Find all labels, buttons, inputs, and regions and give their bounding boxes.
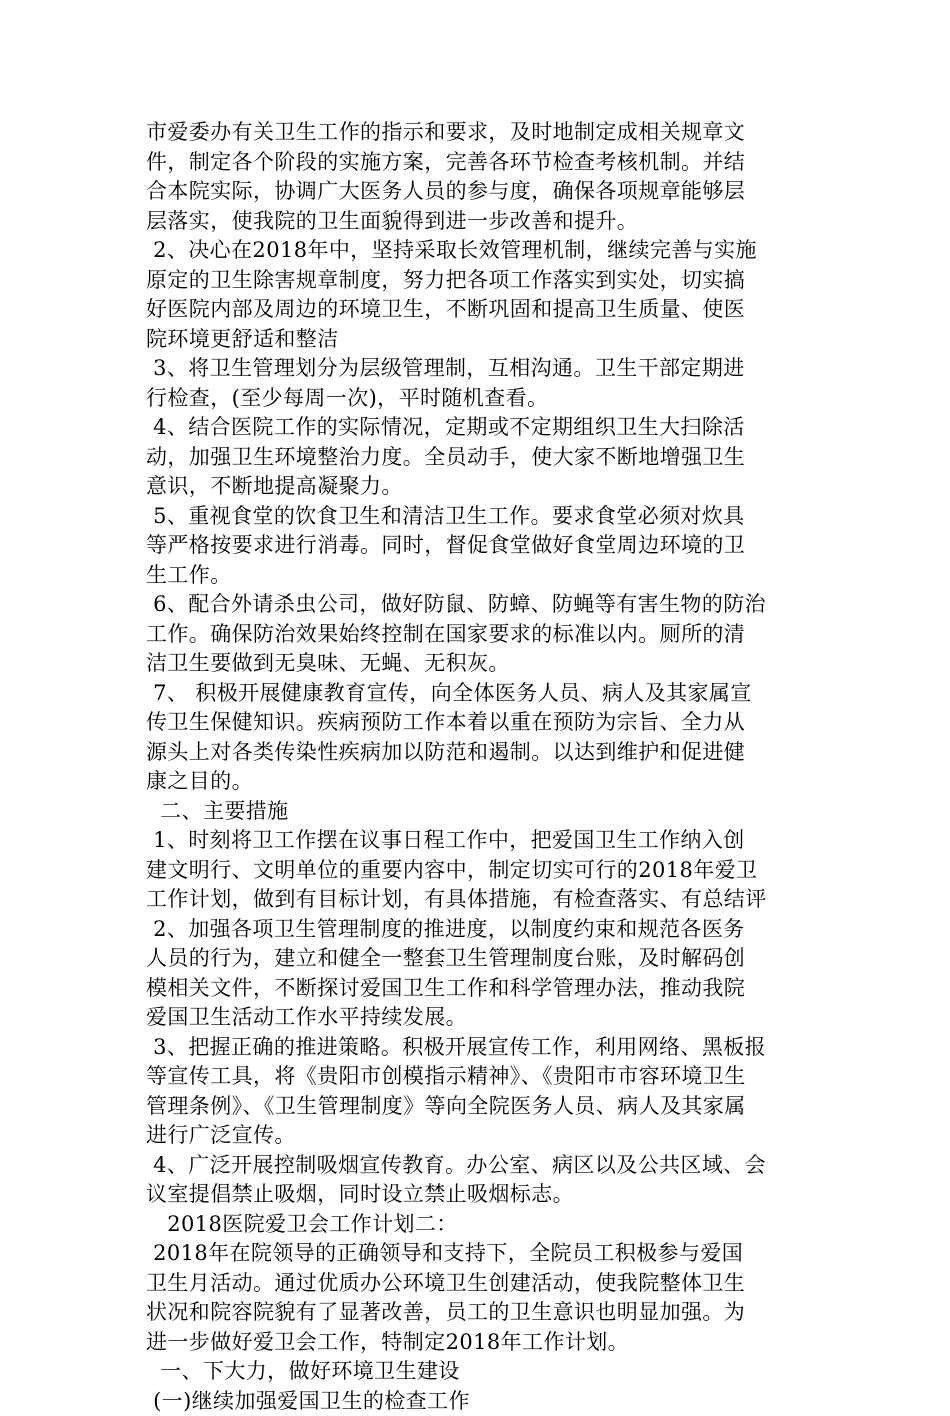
text-line: 意识，不断地提高凝聚力。 — [146, 472, 814, 502]
text-line: 源头上对各类传染性疾病加以防范和遏制。以达到维护和促进健 — [146, 738, 814, 768]
text-line: 合本院实际，协调广大医务人员的参与度，确保各项规章能够层 — [146, 177, 814, 207]
text-line: 爱国卫生活动工作水平持续发展。 — [146, 1003, 814, 1033]
text-line: 等宣传工具，将《贵阳市创模指示精神》、《贵阳市市容环境卫生 — [146, 1062, 814, 1092]
text-line: 行检查，(至少每周一次)，平时随机查看。 — [146, 384, 814, 414]
document-body — [146, 118, 814, 1416]
text-line: 工作计划，做到有目标计划，有具体措施，有检查落实、有总结评 — [146, 885, 814, 915]
text-line: 议室提倡禁止吸烟，同时设立禁止吸烟标志。 — [146, 1180, 814, 1210]
text-line: 等严格按要求进行消毒。同时，督促食堂做好食堂周边环境的卫 — [146, 531, 814, 561]
text-line: 7、 积极开展健康教育宣传，向全体医务人员、病人及其家属宣 — [146, 679, 814, 709]
text-line: 6、配合外请杀虫公司，做好防鼠、防蟑、防蝇等有害生物的防治 — [146, 590, 814, 620]
text-line: 1、时刻将卫工作摆在议事日程工作中，把爱国卫生工作纳入创 — [146, 826, 814, 856]
text-line: 3、将卫生管理划分为层级管理制，互相沟通。卫生干部定期进 — [146, 354, 814, 384]
text-line: 4、广泛开展控制吸烟宣传教育。办公室、病区以及公共区域、会 — [146, 1151, 814, 1181]
text-line: 进行广泛宣传。 — [146, 1121, 814, 1151]
text-line: 好医院内部及周边的环境卫生，不断巩固和提高卫生质量、使医 — [146, 295, 814, 325]
text-line: 件，制定各个阶段的实施方案，完善各环节检查考核机制。并结 — [146, 148, 814, 178]
text-line: 生工作。 — [146, 561, 814, 591]
text-line: 洁卫生要做到无臭味、无蝇、无积灰。 — [146, 649, 814, 679]
section-heading: 一、下大力，做好环境卫生建设 — [146, 1357, 814, 1387]
text-line: 工作。确保防治效果始终控制在国家要求的标准以内。厕所的清 — [146, 620, 814, 650]
text-line: 管理条例》、《卫生管理制度》等向全院医务人员、病人及其家属 — [146, 1092, 814, 1122]
subsection-heading: (一)继续加强爱国卫生的检查工作 — [146, 1387, 814, 1416]
text-line: 原定的卫生除害规章制度，努力把各项工作落实到实处，切实搞 — [146, 266, 814, 296]
text-line: 康之目的。 — [146, 767, 814, 797]
text-line: 模相关文件，不断探讨爱国卫生工作和科学管理办法，推动我院 — [146, 974, 814, 1004]
section-heading: 二、主要措施 — [146, 797, 814, 827]
plan-title: 2018医院爱卫会工作计划二： — [146, 1210, 814, 1240]
text-line: 动，加强卫生环境整治力度。全员动手，使大家不断地增强卫生 — [146, 443, 814, 473]
text-line: 人员的行为，建立和健全一整套卫生管理制度台账，及时解码创 — [146, 944, 814, 974]
text-line: 5、重视食堂的饮食卫生和清洁卫生工作。要求食堂必须对炊具 — [146, 502, 814, 532]
text-line: 状况和院容院貌有了显著改善，员工的卫生意识也明显加强。为 — [146, 1298, 814, 1328]
text-line: 院环境更舒适和整洁 — [146, 325, 814, 355]
text-line: 2018年在院领导的正确领导和支持下，全院员工积极参与爱国 — [146, 1239, 814, 1269]
text-line: 4、结合医院工作的实际情况，定期或不定期组织卫生大扫除活 — [146, 413, 814, 443]
text-line: 3、把握正确的推进策略。积极开展宣传工作，利用网络、黑板报 — [146, 1033, 814, 1063]
text-line: 卫生月活动。通过优质办公环境卫生创建活动，使我院整体卫生 — [146, 1269, 814, 1299]
text-line: 进一步做好爱卫会工作，特制定2018年工作计划。 — [146, 1328, 814, 1358]
text-line: 传卫生保健知识。疾病预防工作本着以重在预防为宗旨、全力从 — [146, 708, 814, 738]
text-line: 2、决心在2018年中，坚持采取长效管理机制，继续完善与实施 — [146, 236, 814, 266]
text-line: 建文明行、文明单位的重要内容中，制定切实可行的2018年爱卫 — [146, 856, 814, 886]
text-line: 层落实，使我院的卫生面貌得到进一步改善和提升。 — [146, 207, 814, 237]
text-line: 2、加强各项卫生管理制度的推进度，以制度约束和规范各医务 — [146, 915, 814, 945]
text-line: 市爱委办有关卫生工作的指示和要求，及时地制定成相关规章文 — [146, 118, 814, 148]
